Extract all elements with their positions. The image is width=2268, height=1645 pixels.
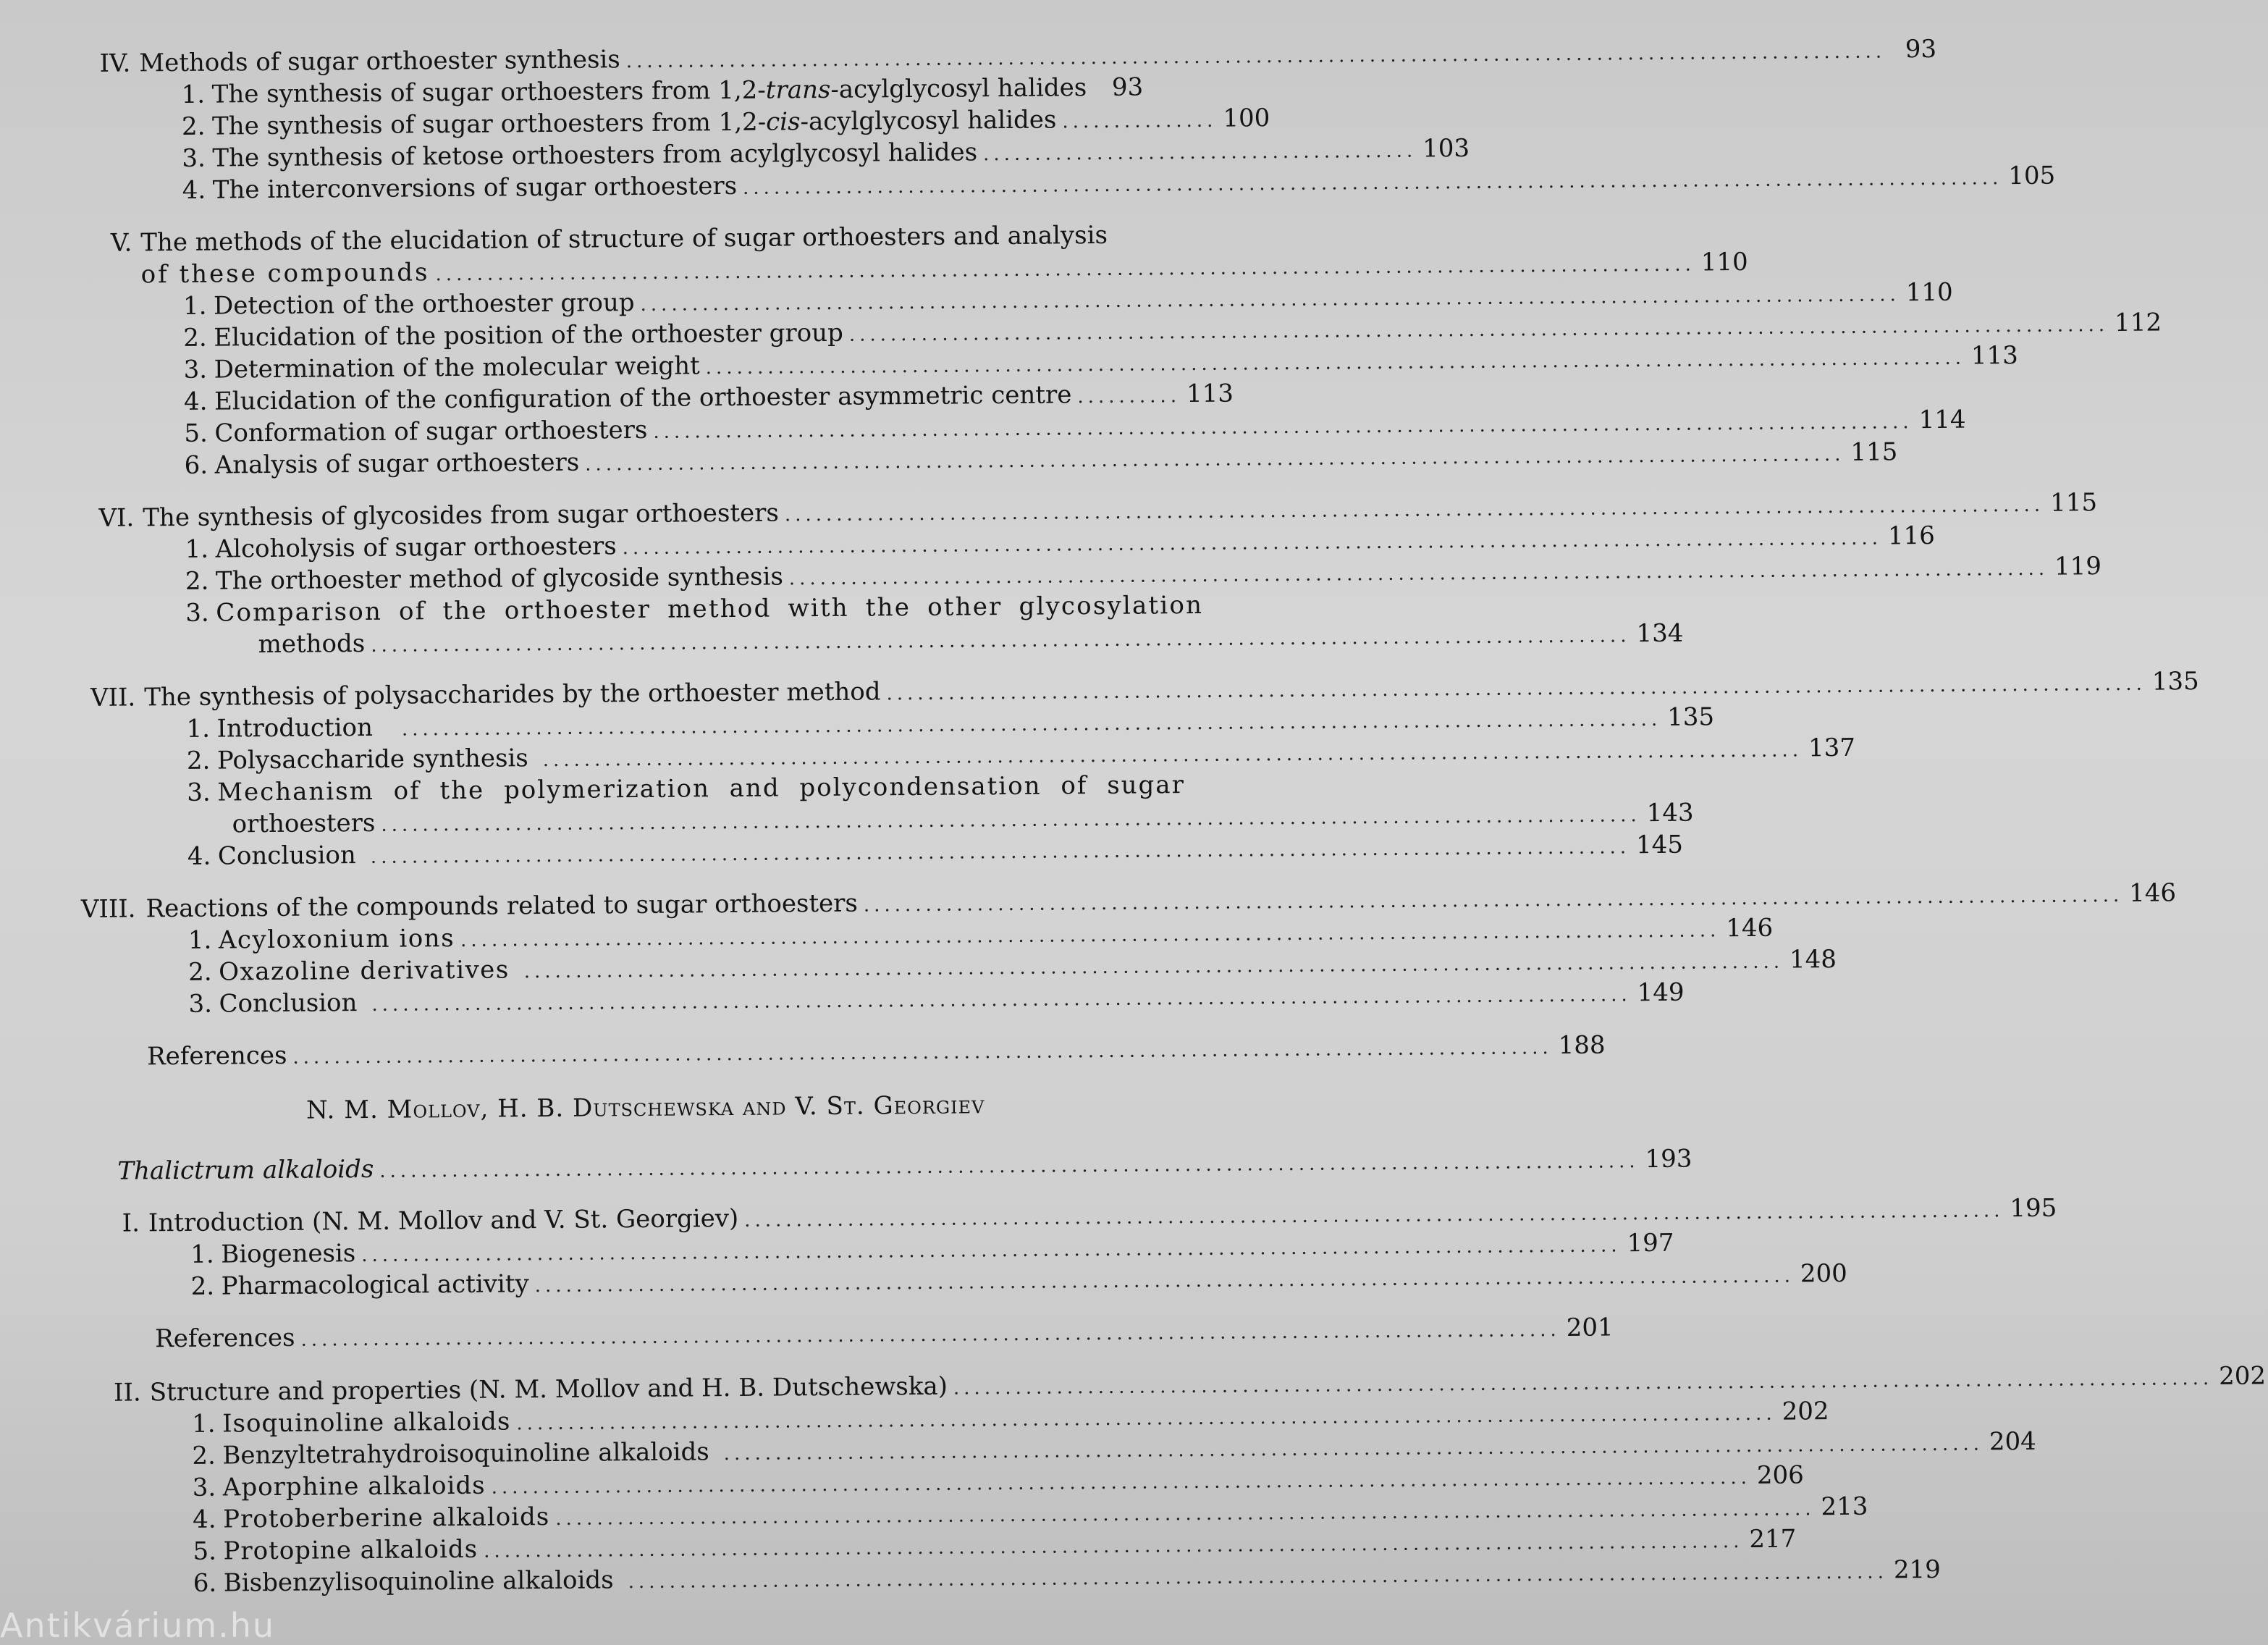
toc-number: 3.: [183, 355, 208, 384]
toc-title: Introduction (N. M. Mollov and V. St. Georgiev): [148, 1203, 739, 1238]
toc-number: 6.: [184, 450, 208, 480]
leader-dots: ..........................................................................................................................: [953, 1367, 2214, 1400]
toc-page-number: 115: [2049, 488, 2098, 518]
toc-page-number: 146: [2129, 878, 2177, 908]
toc-page-number: 134: [1636, 618, 1684, 649]
toc-page-number: 93: [1111, 72, 1144, 102]
leader-dots: ..........................................................................................................................: [371, 625, 1631, 657]
leader-dots: ..........................................................................................................................: [886, 673, 2146, 705]
toc-number: 3.: [185, 598, 209, 628]
toc-title: Elucidation of the position of the orthoester group: [214, 318, 844, 353]
toc-number: 3.: [187, 778, 211, 807]
toc-page-number: 137: [1808, 733, 1856, 763]
leader-dots: ..........................................................................................................................: [370, 836, 1631, 868]
toc-number: 3.: [188, 989, 213, 1019]
toc-title: Methods of sugar orthoester synthesis: [139, 45, 620, 78]
leader-dots: ..........................................................................................................................: [381, 804, 1641, 836]
leader-dots: ..........................................................................................................................: [460, 920, 1721, 951]
toc-title: Determination of the molecular weight: [214, 351, 700, 384]
toc-title: Benzyltetrahydroisoquinoline alkaloids: [222, 1437, 709, 1471]
leader-dots: ..........................................................................................................................: [622, 527, 1883, 560]
toc-page-number: 145: [1635, 830, 1684, 860]
toc-page-number: 195: [2010, 1193, 2057, 1224]
chapter-authors: N. M. Mollov, H. B. Dutschewska and V. St. Georgiev: [305, 1090, 985, 1125]
toc-number: IV.: [99, 49, 131, 78]
toc-title: Conclusion: [217, 841, 356, 871]
toc-entry: [184, 437, 1898, 484]
toc-title: The synthesis of polysaccharides by the orthoester method: [144, 677, 881, 712]
toc-page-number: 112: [2114, 308, 2162, 337]
toc-number: 2.: [192, 1441, 216, 1471]
leader-dots: ..........................................................................................................................: [435, 253, 1695, 286]
toc-title: Polysaccharide synthesis: [216, 744, 528, 775]
toc-number: 2.: [185, 566, 209, 596]
toc-title: The synthesis of ketose orthoesters from acylglycosyl halides: [212, 138, 978, 173]
toc-page-number: 193: [1645, 1144, 1692, 1174]
toc-page-number: 217: [1749, 1524, 1797, 1554]
leader-dots: ..........................................................................................................................: [848, 314, 2109, 346]
toc-title: The orthoester method of glycoside synthesis: [215, 562, 783, 596]
toc-number: 2.: [181, 112, 206, 141]
toc-number: 5.: [193, 1536, 217, 1566]
toc-page-number: 135: [2151, 667, 2199, 697]
toc-title: Pharmacological activity: [221, 1269, 529, 1301]
toc-entry: [117, 1144, 1692, 1190]
toc-entry: [182, 161, 2056, 209]
toc-title: Acyloxonium ions: [218, 924, 455, 955]
leader-dots: ...............: [1062, 109, 1218, 133]
toc-page-number: 204: [1989, 1426, 2037, 1457]
toc-title: Conclusion: [219, 988, 358, 1019]
toc-title: Bisbenzylisoquinoline alkaloids: [223, 1565, 614, 1598]
toc-page-number: 116: [1887, 521, 1935, 551]
toc-number: II.: [113, 1378, 141, 1408]
toc-number: VIII.: [80, 894, 136, 925]
toc-page-number: 115: [1850, 437, 1898, 467]
toc-title: Reactions of the compounds related to sugar orthoesters: [146, 888, 859, 924]
toc-number: VI.: [98, 503, 135, 533]
toc-title: The synthesis of glycosides from sugar orthoesters: [143, 498, 780, 533]
leader-dots: ..........................................................................................................................: [555, 1498, 1816, 1530]
toc-title: orthoesters: [232, 808, 376, 839]
toc-number: 4.: [182, 175, 206, 205]
toc-title: Biogenesis: [221, 1239, 356, 1269]
toc-title: Protopine alkaloids: [223, 1534, 479, 1566]
leader-dots: ..........................................................................................................................: [744, 1200, 2004, 1232]
toc-entry: [190, 1258, 1848, 1305]
toc-page-number: 149: [1637, 977, 1685, 1008]
leader-dots: ..........................................................................................................................: [484, 1531, 1744, 1562]
toc-number: 2.: [186, 746, 211, 775]
toc-page-number: 143: [1646, 798, 1694, 828]
toc-page-number: 100: [1223, 104, 1270, 133]
toc-number: 1.: [185, 534, 209, 564]
toc-page-number: 148: [1789, 945, 1837, 975]
toc-number: 4.: [183, 387, 208, 416]
toc-entry: [187, 830, 1684, 875]
toc-page-number: 105: [2008, 161, 2056, 191]
toc-number: 1.: [181, 80, 206, 109]
toc-number: 1.: [187, 925, 212, 955]
toc-title: Structure and properties (N. M. Mollov and H. B. Dutschewska): [149, 1371, 948, 1408]
toc-page-number: 213: [1821, 1492, 1868, 1522]
toc-page-number: 206: [1756, 1460, 1804, 1490]
leader-dots: ..........................................................................................................................: [653, 411, 1913, 443]
toc-page-number: 219: [1893, 1554, 1941, 1585]
toc-title: Oxazoline derivatives: [219, 955, 510, 987]
toc-title: Protoberberine alkaloids: [222, 1502, 550, 1534]
toc-number: 5.: [184, 418, 208, 448]
toc-title: Elucidation of the configuration of the orthoester asymmetric centre: [214, 380, 1072, 416]
toc-page-number: 119: [2054, 552, 2102, 581]
toc-number: 1.: [182, 291, 207, 321]
leader-dots: ..........................................................................................................................: [628, 1561, 1889, 1594]
leader-dots: ..........................................................................................................................: [401, 708, 1662, 741]
toc-number: 1.: [186, 714, 211, 744]
toc-entry: [188, 977, 1685, 1022]
toc-entry: [193, 1554, 1941, 1602]
toc-number: 1.: [191, 1409, 216, 1439]
leader-dots: ..........................................................................................................................: [516, 1402, 1776, 1435]
toc-page-number: 201: [1566, 1313, 1614, 1342]
toc-number: 3.: [192, 1473, 216, 1502]
toc-page-number: 197: [1627, 1228, 1674, 1258]
toc-page-number: 93: [1905, 34, 1937, 64]
leader-dots: ..........................................................................................................................: [863, 884, 2124, 917]
leader-dots: ..........................................................................................................................: [625, 41, 1887, 73]
toc-page-number: 202: [1782, 1397, 1829, 1426]
toc-title: Analysis of sugar orthoesters: [214, 447, 580, 480]
toc-page-number: 110: [1700, 247, 1748, 277]
toc-title: References: [155, 1323, 295, 1354]
toc-page-number: 200: [1800, 1258, 1848, 1289]
toc-title: Comparison of the orthoester method with the other glycosylation: [216, 590, 1204, 628]
toc-entry: [258, 618, 1684, 663]
toc-number: I.: [122, 1208, 140, 1238]
toc-title: Introduction: [216, 712, 374, 744]
toc-title: Detection of the orthoester group: [213, 288, 635, 321]
toc-page-number: 188: [1558, 1030, 1606, 1061]
toc-number: 1.: [190, 1240, 214, 1269]
leader-dots: ..........................................................................................................................: [300, 1319, 1561, 1351]
toc-title: References: [146, 1040, 287, 1072]
toc-entry: [155, 1313, 1614, 1358]
toc-title: Aporphine alkaloids: [222, 1471, 486, 1502]
toc-title: methods: [258, 628, 366, 660]
toc-page-number: 103: [1422, 133, 1470, 164]
leader-dots: ..........: [1077, 385, 1181, 408]
leader-dots: ..........................................................................................................................: [585, 443, 1845, 476]
toc-number: 4.: [187, 841, 211, 871]
leader-dots: ..........................................................................................................................: [361, 1234, 1622, 1267]
leader-dots: ..........................................................................................................................: [371, 984, 1632, 1016]
leader-dots: ..........................................................................................................................: [523, 951, 1784, 983]
watermark: Antikvárium.hu: [0, 1606, 276, 1645]
toc-entry: [146, 1030, 1606, 1075]
leader-dots: ..........................................................................................................................: [788, 558, 2049, 590]
toc-page-number: 110: [1905, 277, 1953, 308]
leader-dots: ..........................................................................................................................: [705, 347, 1966, 379]
leader-dots: ..........................................................................................................................: [534, 1265, 1795, 1297]
leader-dots: ..........................................: [982, 140, 1417, 166]
toc-page-number: 146: [1726, 913, 1774, 943]
toc-title: The interconversions of sugar orthoesters: [212, 171, 738, 205]
toc-page: [80, 25, 2267, 1633]
toc-number: 2.: [188, 957, 212, 987]
leader-dots: ..........................................................................................................................: [742, 167, 2003, 199]
toc-number: 3.: [182, 143, 206, 173]
leader-dots: ..........................................................................................................................: [379, 1150, 1640, 1182]
toc-title: Alcoholysis of sugar orthoesters: [215, 531, 617, 564]
toc-title: The methods of the elucidation of structure of sugar orthoesters and analysis: [140, 220, 1108, 258]
toc-page-number: 113: [1970, 341, 2019, 371]
toc-title: Mechanism of the polymerization and polycondensation of sugar: [217, 770, 1186, 807]
leader-dots: ..........................................................................................................................: [723, 1433, 1984, 1465]
toc-page-number: 114: [1918, 405, 1966, 435]
toc-number: 2.: [190, 1271, 215, 1301]
leader-dots: ..........................................................................................................................: [292, 1037, 1553, 1069]
toc-page-number: 135: [1666, 702, 1715, 732]
toc-number: 6.: [193, 1568, 217, 1598]
toc-title: The synthesis of sugar orthoesters from 1,2-cis-acylglycosyl halides: [211, 105, 1057, 141]
toc-page-number: 202: [2219, 1361, 2267, 1391]
toc-number: 2.: [183, 323, 207, 353]
toc-number: 4.: [192, 1505, 216, 1534]
toc-page-number: 113: [1186, 379, 1234, 409]
toc-title: The synthesis of sugar orthoesters from 1,2-trans-acylglycosyl halides: [211, 73, 1087, 109]
toc-number: VII.: [90, 683, 136, 712]
toc-title: Thalictrum alkaloids: [117, 1154, 374, 1186]
toc-title: Conformation of sugar orthoesters: [214, 415, 648, 448]
leader-dots: ..........................................................................................................................: [491, 1466, 1752, 1499]
leader-dots: ..........................................................................................................................: [542, 739, 1803, 772]
leader-dots: ..........................................................................................................................: [640, 284, 1900, 316]
leader-dots: ..........................................................................................................................: [784, 494, 2045, 526]
toc-title: of these compounds: [140, 258, 430, 290]
toc-title: Isoquinoline alkaloids: [222, 1407, 511, 1439]
toc-number: V.: [110, 228, 132, 258]
